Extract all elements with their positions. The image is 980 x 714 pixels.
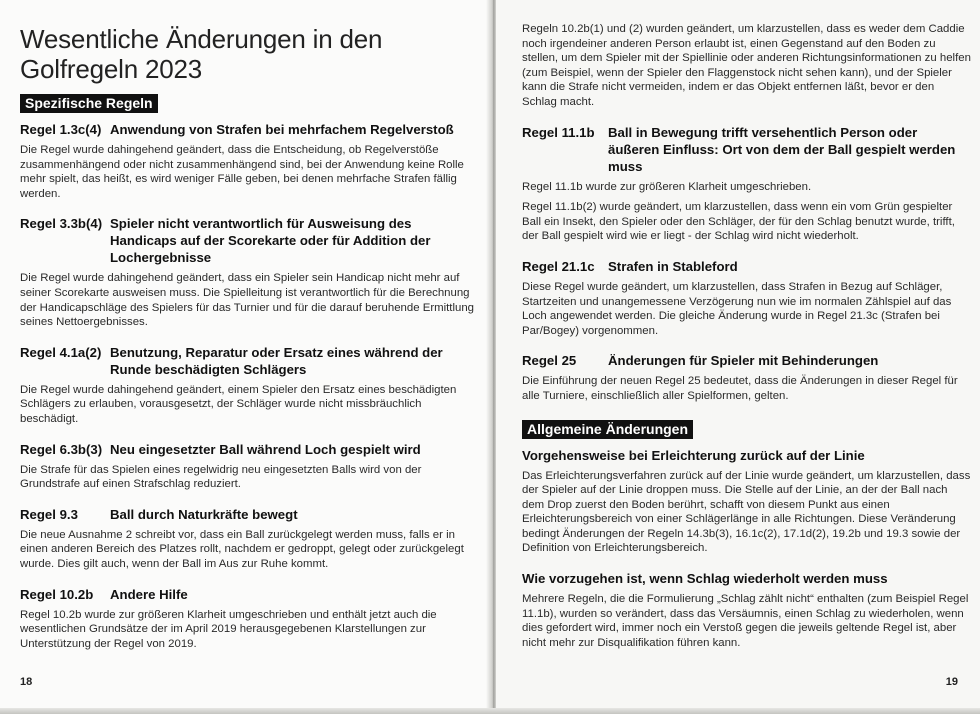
rule-block <box>20 506 476 572</box>
rule-heading <box>522 258 972 275</box>
rule-block <box>20 441 476 492</box>
rule-text: Die neue Ausnahme 2 schreibt vor, dass ein Ball zurückgelegt werden muss, falls er in einen anderen Bereich des Platzes rollt, nachdem er gedroppt, gelegt oder zurückgelegt wurde. Dies gilt auch, wenn der Ball im Aus zur Ruhe kommt. <box>20 528 464 570</box>
rule-heading <box>20 506 476 523</box>
general-block <box>522 447 972 557</box>
rule-number: Regel 21.1c <box>522 258 595 274</box>
rule-heading <box>522 124 972 175</box>
rule-text: Die Einführung der neuen Regel 25 bedeutet, dass die Änderungen in dieser Regel für alle Turniere, einschließlich aller Spielformen, gelten. <box>522 375 958 402</box>
rule-text: Die Regel wurde dahingehend geändert, dass die Entscheidung, ob Regelverstöße zusammenhängend oder nicht zusammenhängend sind, bei der Anwendung keine Rolle mehr spielt, das heißt, es wird weniger Fälle geben, bei denen mehrfache Strafen fällig werden. <box>20 144 464 200</box>
page-title <box>20 24 476 84</box>
rule-title: Neu eingesetzter Ball während Loch gespielt wird <box>110 441 421 457</box>
rule-number: Regel 10.2b <box>20 586 94 602</box>
rule-block <box>20 344 476 427</box>
continued-text: Regeln 10.2b(1) und (2) wurden geändert, um klarzustellen, dass es weder dem Caddie noch irgendeiner anderen Person erlaubt ist, einen Gegenstand auf den Boden zu stellen, um dem Spieler mit der Spiellinie oder anderen Richtungsinformationen zu helfen (zum Beispiel, wenn der Spieler den Flaggenstock nicht sehen kann), und der Spieler kann die Strafe nicht vermeiden, indem er das Objekt entfernen läßt, bevor er den Schlag macht. <box>522 23 971 108</box>
rule-number: Regel 3.3b(4) <box>20 216 103 232</box>
rule-number: Regel 4.1a(2) <box>20 344 102 360</box>
general-change-list <box>522 447 972 651</box>
rule-block <box>522 352 972 403</box>
page-bottom-edge <box>0 708 980 714</box>
rule-heading <box>20 586 476 603</box>
rule-text: Die Regel wurde dahingehend geändert, dass ein Spieler sein Handicap nicht mehr auf seiner Scorekarte ausweisen muss. Die Spielleitung ist verantwortlich für die Berechnung der Handicapschläge des Spielers für das Turnier und für die darauf beruhende Ermittlung seines Nettoergebnisses. <box>20 272 474 329</box>
rule-title: Spieler nicht verantwortlich für Ausweisung des Handicaps auf der Scorekarte oder für Addition der Lochergebnisse <box>110 216 431 266</box>
rule-block <box>522 258 972 338</box>
rule-number: Regel 11.1b <box>522 124 595 140</box>
rule-text: Regel 11.1b wurde zur größeren Klarheit umgeschrieben. <box>522 180 812 193</box>
title-line-2: Golfregeln 2023 <box>20 54 203 84</box>
rule-title: Andere Hilfe <box>110 586 188 602</box>
rule-title: Änderungen für Spieler mit Behinderungen <box>608 353 879 369</box>
general-heading: Vorgehensweise bei Erleichterung zurück auf der Linie <box>522 447 865 463</box>
rule-title: Strafen in Stableford <box>608 258 738 274</box>
rule-title: Benutzung, Reparatur oder Ersatz eines während der Runde beschädigten Schlägers <box>110 344 443 377</box>
rule-block <box>20 215 476 329</box>
rule-heading <box>522 352 972 369</box>
rule-text: Die Strafe für das Spielen eines regelwidrig neu eingesetzten Balls wird von der Grundstrafe auf einen Strafschlag reduziert. <box>20 463 422 491</box>
rule-heading <box>20 441 476 458</box>
rule-number: Regel 25 <box>522 353 577 369</box>
rule-text: Die Regel wurde dahingehend geändert, einem Spieler den Ersatz eines beschädigten Schlägers zu erlauben, vorausgesetzt, der Schläger wurde nicht missbräuchlich beschädigt. <box>20 383 457 425</box>
section-heading-specific: Spezifische Regeln <box>20 94 158 113</box>
rule-number: Regel 9.3 <box>20 506 78 522</box>
rule-title: Ball durch Naturkräfte bewegt <box>110 506 298 522</box>
general-heading: Wie vorzugehen ist, wenn Schlag wiederholt werden muss <box>522 571 888 587</box>
rule-block <box>522 124 972 244</box>
rule-text: Regel 10.2b wurde zur größeren Klarheit umgeschrieben und enthält jetzt auch die wesentlichen Grundsätze der im April 2019 herausgegebenen Klarstellungen zur Unterstützung der Regel von 2019. <box>20 608 437 650</box>
rule-heading <box>20 215 476 266</box>
rule-block <box>20 586 476 652</box>
rule-number: Regel 1.3c(4) <box>20 122 102 137</box>
general-block <box>522 570 972 650</box>
rule-heading <box>20 344 476 378</box>
rule-title: Ball in Bewegung trifft versehentlich Person oder äußeren Einfluss: Ort von dem der Ball gespielt werden muss <box>608 124 956 174</box>
rule-text: Regel 11.1b(2) wurde geändert, um klarzustellen, dass wenn ein vom Grün gespielter Ball ein Insekt, den Spieler oder den Schläger, der für den Schlag benutzt wurde, trifft, der Ball gespielt wird wie er liegt - der Schlag wird nicht wiederholt. <box>522 201 955 243</box>
rule-title: Anwendung von Strafen bei mehrfachem Regelverstoß <box>110 122 454 137</box>
rule-text: Diese Regel wurde geändert, um klarzustellen, dass Strafen in Bezug auf Schläger, Startzeiten und unangemessene Verzögerung nun wie im normalen Zählspiel auf das Loch angewendet werden. Die gleiche Änderung wurde in Regel 21.3c (Strafen bei Par/Bogey) vorgenommen. <box>522 280 952 337</box>
rule-number: Regel 6.3b(3) <box>20 441 103 457</box>
general-text: Das Erleichterungsverfahren zurück auf der Linie wurde geändert, um klarzustellen, dass der Spieler auf der Linie droppen muss. Die Stelle auf der Linie, an der der Ball nach dem Drop zuerst den Boden berührt, schafft von diesem Punkt aus einen Erleichterungsbereich von einer Schlägerlänge in alle Richtungen. Diese Veränderung bedingt Änderungen der Regeln 14.3b(3), 16.1c(2), 17.1d(2), 19.2b und 19.3 sowie der Definition von Erleichterungsbereich. <box>522 469 971 555</box>
right-rule-list <box>522 124 972 404</box>
general-text: Mehrere Regeln, die die Formulierung „Schlag zählt nicht“ enthalten (zum Beispiel Regel 11.1b), wurden so verändert, dass das Versäumnis, einen Schlag zu wiederholen, wenn dies gefordert wird, immer noch ein Verstoß gegen die jeweils geltende Regel ist, aber nicht mehr zur Disqualifikation führen kann. <box>522 593 969 649</box>
rule-heading <box>20 121 476 138</box>
title-line-1: Wesentliche Änderungen in den <box>20 24 383 54</box>
right-page <box>496 0 980 714</box>
page-number-right: 19 <box>945 676 958 688</box>
left-rule-list <box>20 121 476 651</box>
rule-block <box>20 121 476 201</box>
page-number-left: 18 <box>20 676 33 688</box>
section-heading-general: Allgemeine Änderungen <box>522 420 693 439</box>
